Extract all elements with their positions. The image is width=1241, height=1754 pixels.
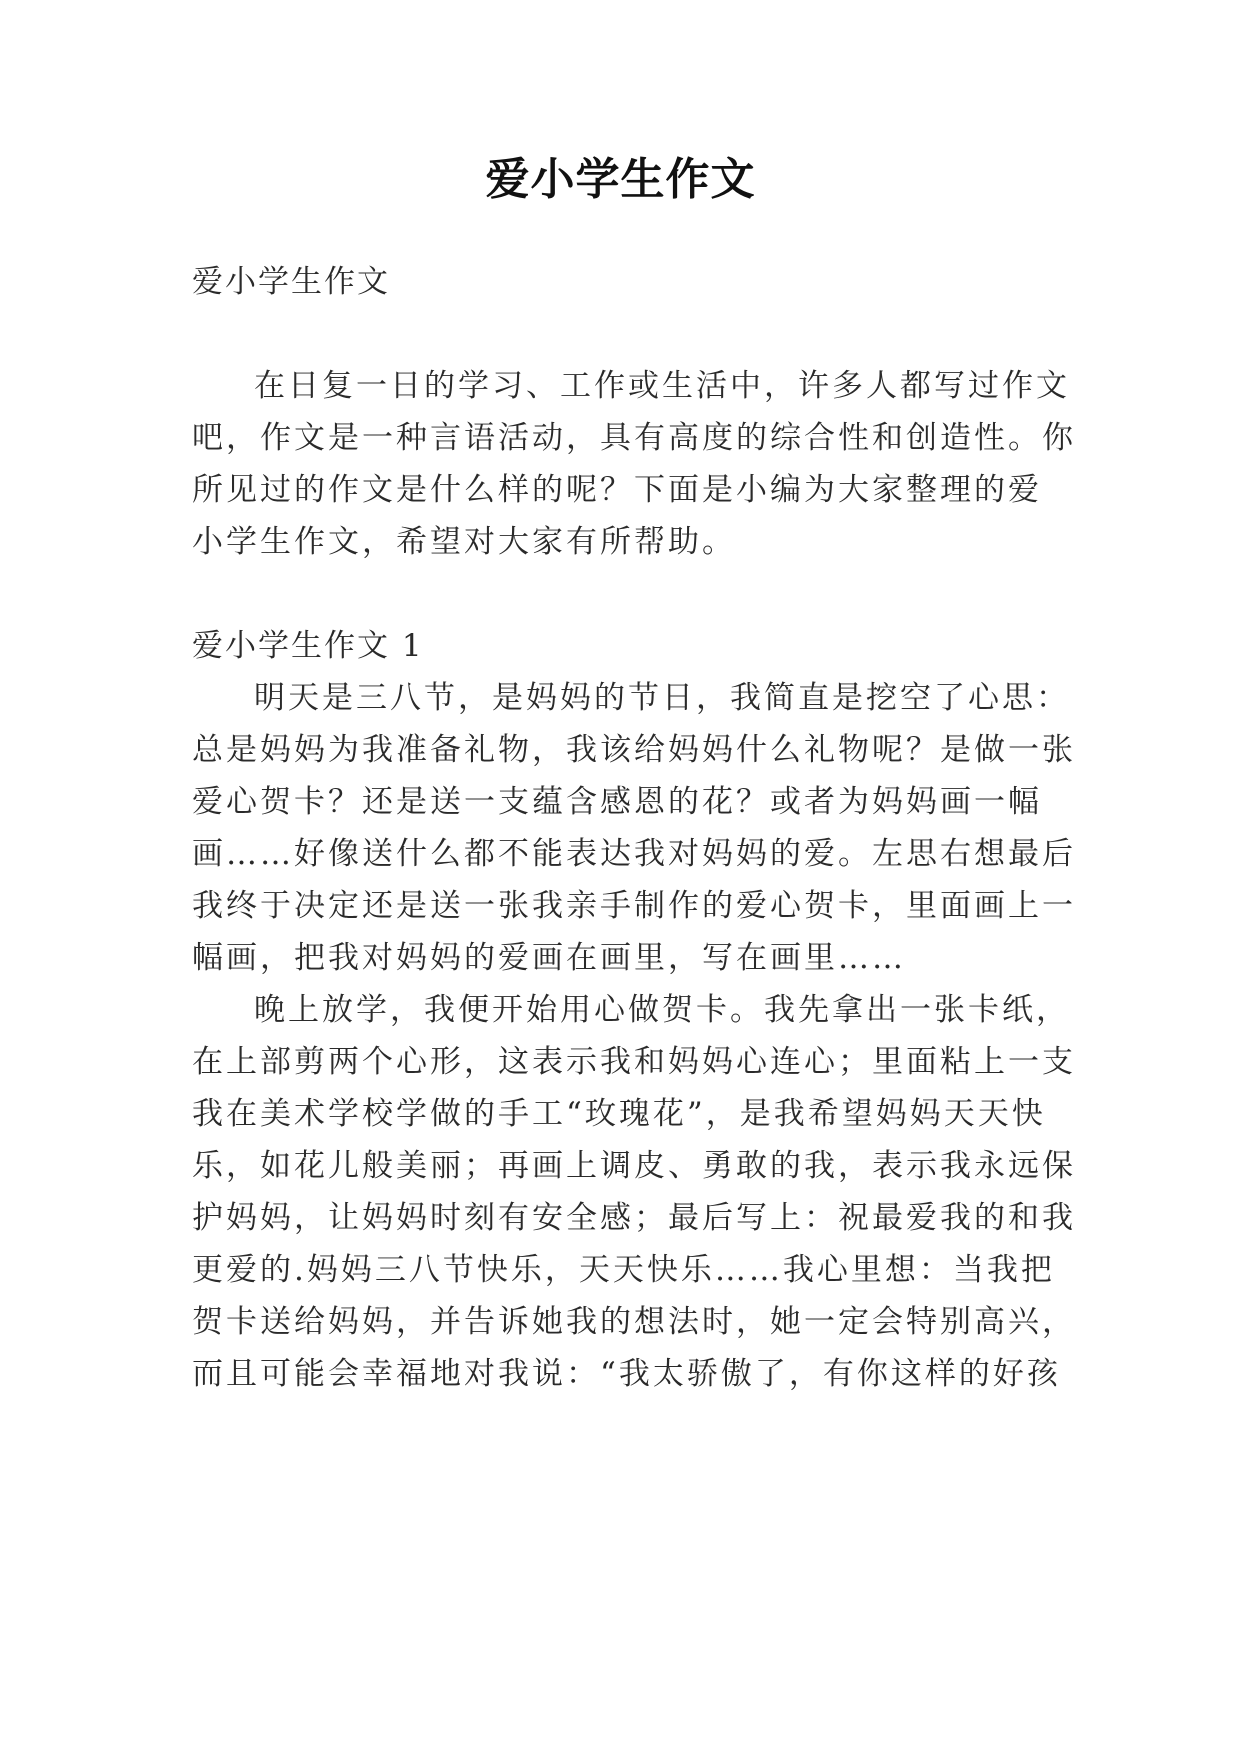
paragraph-line: 我在美术学校学做的手工“玫瑰花”，是我希望妈妈天天快 [192, 1096, 1046, 1132]
intro-line: 在日复一日的学习、工作或生活中，许多人都写过作文 [254, 368, 1070, 404]
document-subtitle: 爱小学生作文 [192, 264, 390, 300]
paragraph-line: 幅画，把我对妈妈的爱画在画里，写在画里…… [192, 940, 906, 976]
section-heading: 爱小学生作文 1 [192, 628, 424, 664]
paragraph-line: 明天是三八节，是妈妈的节日，我简直是挖空了心思： [254, 680, 1070, 716]
intro-line: 所见过的作文是什么样的呢？下面是小编为大家整理的爱 [192, 472, 1042, 508]
paragraph-line: 贺卡送给妈妈，并告诉她我的想法时，她一定会特别高兴， [192, 1304, 1076, 1340]
paragraph-line: 更爱的.妈妈三八节快乐，天天快乐……我心里想：当我把 [192, 1252, 1055, 1288]
document-title: 爱小学生作文 [485, 154, 756, 205]
paragraph-line: 晚上放学，我便开始用心做贺卡。我先拿出一张卡纸， [254, 992, 1070, 1028]
intro-line: 小学生作文，希望对大家有所帮助。 [192, 524, 736, 560]
paragraph-line: 画……好像送什么都不能表达我对妈妈的爱。左思右想最后 [192, 836, 1076, 872]
paragraph-line: 乐，如花儿般美丽；再画上调皮、勇敢的我，表示我永远保 [192, 1148, 1076, 1184]
paragraph-line: 护妈妈，让妈妈时刻有安全感；最后写上：祝最爱我的和我 [192, 1200, 1076, 1236]
paragraph-line: 而且可能会幸福地对我说：“我太骄傲了，有你这样的好孩 [192, 1356, 1061, 1392]
paragraph-line: 爱心贺卡？还是送一支蕴含感恩的花？或者为妈妈画一幅 [192, 784, 1042, 820]
paragraph-line: 总是妈妈为我准备礼物，我该给妈妈什么礼物呢？是做一张 [192, 732, 1076, 768]
paragraph-line: 在上部剪两个心形，这表示我和妈妈心连心；里面粘上一支 [192, 1044, 1076, 1080]
paragraph-line: 我终于决定还是送一张我亲手制作的爱心贺卡，里面画上一 [192, 888, 1076, 924]
intro-line: 吧，作文是一种言语活动，具有高度的综合性和创造性。你 [192, 420, 1076, 456]
